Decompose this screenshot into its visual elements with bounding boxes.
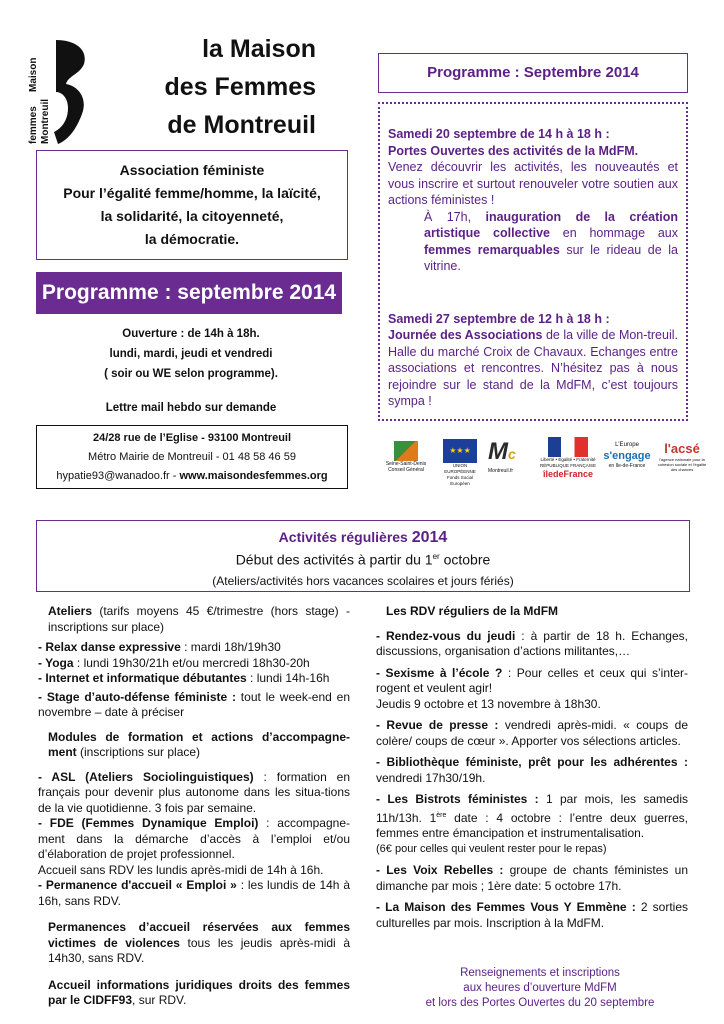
rdv-jeudi — [376, 629, 688, 660]
juridique-accueil — [38, 978, 350, 1009]
footer-line-2: aux heures d’ouverture MdFM — [463, 982, 617, 994]
atelier-item-2-text: : lundi 19h30/21h et/ou mercredi 18h30-20h — [73, 655, 310, 670]
programme-banner: Programme : septembre 2014 — [36, 272, 342, 314]
modules-intro — [38, 730, 350, 761]
biblio-text: vendredi 17h30/19h. — [376, 770, 486, 785]
ateliers-intro — [38, 604, 350, 635]
rf-label: Liberté • Égalité • Fraternité — [540, 457, 596, 462]
event-1-title: Portes Ouvertes des activités de la MdFM. — [388, 143, 639, 158]
atelier-item-4-text: tout le week-end en novembre – date à préciser — [38, 689, 350, 719]
association-line-4: la démocratie. — [144, 231, 240, 247]
partner-logos — [380, 437, 710, 493]
sexisme-ecole — [376, 666, 688, 697]
asl-text: : formation en français pour devenir plus autonome dans les situa-tions de la vie quotidienne. 3 fois par semaine. — [38, 769, 350, 815]
logo-text-montreuil: Montreuil — [40, 99, 51, 144]
title-line-3: de Montreuil — [167, 111, 316, 139]
eu-flag-icon: ★★★ — [443, 439, 477, 463]
title-line-2: des Femmes — [164, 73, 316, 101]
contact-separator: - — [169, 470, 180, 482]
event-1-date: Samedi 20 septembre de 14 h à 18 h : — [388, 127, 610, 141]
acse-logo — [656, 441, 708, 489]
atelier-item-1-text: : mardi 18h/19h30 — [180, 640, 281, 654]
sexisme-dates: Jeudis 9 octobre et 13 novembre à 18h30. — [376, 696, 601, 711]
activities-note: (Ateliers/activités hors vacances scolaires et jours fériés) — [212, 573, 514, 588]
ateliers-text: (tarifs moyens 45 €/trimestre (hors stage) - inscriptions sur place) — [48, 604, 350, 634]
hours-line-2: lundi, mardi, jeudi et vendredi — [109, 348, 273, 360]
association-box — [36, 150, 348, 260]
voix-rebelles — [376, 863, 688, 894]
violence-text: tous les jeudis après-midi à 14h30, sans RDV. — [48, 935, 350, 965]
atelier-item-1 — [38, 640, 350, 656]
email-link[interactable]: hypatie93@wanadoo.fr — [56, 470, 170, 482]
acse-label: l'acsé — [664, 441, 700, 456]
revue-text: vendredi après-midi. « coups de colère/ coups de cœur ». Apporter vos sélections articles. — [376, 718, 689, 748]
idf-label: îledeFrance — [542, 469, 594, 479]
event-2-date: Samedi 27 septembre de 12 h à 18 h : — [388, 311, 610, 326]
bistrots-label: - Les Bistrots féministes : — [376, 792, 539, 806]
events-box — [378, 102, 688, 421]
logo-text-maison: Maison — [28, 57, 39, 92]
event-2 — [380, 311, 686, 410]
bistrots-sup: ère — [436, 811, 447, 819]
association-line-3: la solidarité, la citoyenneté, — [100, 208, 284, 224]
association-line-2: Pour l’égalité femme/homme, la laïcité, — [63, 185, 321, 201]
juri-label: Accueil informations juridiques droits des femmes par le CIDFF93 — [48, 977, 350, 1007]
biblio-label: - Bibliothèque féministe, prêt pour les adhérentes : — [376, 755, 688, 769]
rdv-heading: Les RDV réguliers de la MdFM — [386, 604, 559, 618]
event-1-inauguration — [388, 209, 678, 275]
seine-saint-denis-logo — [380, 441, 432, 489]
bistrots-text-a: 1 par mois, les samedis 11h/13h. 1 — [376, 792, 689, 825]
ateliers-label: Ateliers — [48, 604, 93, 618]
revue-label: - Revue de presse : — [376, 718, 499, 732]
asl-label: - ASL (Ateliers Sociolinguistiques) — [38, 769, 254, 784]
association-line-1: Association féministe — [119, 162, 265, 178]
acse-sublabel: l'agence nationale pour la cohésion sociale et l'égalité des chances — [657, 457, 707, 472]
activities-title — [37, 528, 689, 547]
permanence-emploi — [38, 878, 350, 909]
voix-label: - Les Voix Rebelles : — [376, 863, 504, 877]
hours-line-3: ( soir ou WE selon programme). — [104, 368, 278, 380]
bistrots-text-b: date : 4 octobre : l’entre deux guerres, femmes entre émancipation et instrumentalisation. — [376, 810, 688, 840]
en-idf-label: en Ile-de-France — [608, 463, 646, 469]
atelier-item-3 — [38, 671, 350, 687]
event-1-body: Venez découvrir les activités, les nouveautés et vous inscrire et surtout renouveler votre soutien aux actions féministes ! — [388, 160, 678, 207]
eu-label: UNION EUROPÉENNE — [444, 463, 476, 474]
rdv-jeudi-text: : à partir de 18 h. Echanges, discussions, organisation d’actions militantes,… — [376, 628, 688, 658]
activities-start-sup: er — [432, 552, 440, 561]
modules-label: Modules de formation et actions d’accompagne-ment — [48, 729, 350, 759]
street-address: 24/28 rue de l’Eglise - 93100 Montreuil — [92, 432, 292, 444]
republique-idf-logo — [538, 437, 598, 491]
contact-line — [37, 467, 347, 486]
atelier-item-4 — [38, 690, 350, 721]
website-link[interactable]: www.maisondesfemmes.org — [179, 470, 328, 482]
bistrots — [376, 792, 688, 842]
event-1-time: À 17h, — [424, 209, 472, 224]
montreuil-logo — [488, 439, 532, 489]
footer-line-1: Renseignements et inscriptions — [460, 967, 620, 979]
fde-extra: Accueil sans RDV les lundis après-midi de 14h à 16h. — [38, 862, 324, 877]
revue-presse — [376, 718, 688, 749]
event-2-title: Journée des Associations — [388, 328, 543, 342]
event-2-text — [388, 327, 678, 410]
title-line-1: la Maison — [202, 35, 316, 63]
emmene-text: 2 sorties culturelles par mois. Inscription à la MdFM. — [376, 900, 688, 930]
french-flag-icon — [548, 437, 588, 457]
hours-line-1: Ouverture : de 14h à 18h. — [122, 328, 260, 340]
atelier-item-1-label: - Relax danse expressive — [38, 640, 181, 654]
modules-text: (inscriptions sur place) — [76, 745, 201, 759]
atelier-item-3-text: : lundi 14h-16h — [246, 671, 330, 685]
voix-text: groupe de chants féministes un dimanche par mois ; 1ère date: 5 octobre 17h. — [376, 863, 688, 893]
maison-emmene — [376, 900, 688, 931]
atelier-item-2-label: - Yoga — [38, 655, 74, 670]
violence-permanence — [38, 920, 350, 967]
activities-start — [37, 547, 689, 570]
event-2-body: de la ville de Mon-treuil. Halle du marché Croix de Chavaux. Echanges entre associations et rencontres. N’hésitez pas à nous rejoindre sur le stand de la MdFM, c’est toujours sympa ! — [388, 328, 678, 408]
montreuil-m-icon: Mc — [488, 438, 516, 465]
montreuil-label: Montreuil.fr — [488, 468, 514, 474]
left-column — [38, 604, 350, 1009]
bistrots-price: (6€ pour celles qui veulent rester pour le repas) — [376, 842, 607, 855]
sexisme-text: : Pour celles et ceux qui s’inter-rogent et veulent agir! — [376, 665, 688, 695]
event-1-femmes: femmes remarquables — [424, 242, 560, 257]
fde-label: - FDE (Femmes Dynamique Emploi) — [38, 816, 259, 830]
activities-title-year: 2014 — [411, 529, 448, 546]
eu-sublabel: Fonds Social Européen — [446, 475, 473, 486]
right-column — [376, 604, 688, 931]
asl-item — [38, 770, 350, 817]
eu-logo — [438, 439, 482, 489]
atelier-item-4-label: - Stage d’auto-défense féministe : — [38, 689, 236, 704]
page-title — [150, 30, 316, 144]
perm-text: : les lundis de 14h à 16h, sans RDV. — [38, 878, 351, 908]
mdfm-logo — [18, 36, 94, 148]
event-1-end: sur le rideau de la vitrine. — [424, 242, 678, 273]
fde-item — [38, 816, 350, 863]
atelier-item-3-label: - Internet et informatique débutantes — [38, 671, 247, 685]
event-1-inaug: inauguration de la création artistique collective — [424, 209, 679, 240]
atelier-item-2 — [38, 656, 350, 672]
logo-text-femmes: femmes — [28, 106, 39, 144]
activities-start-a: Début des activités à partir du 1 — [235, 551, 433, 568]
metro-phone: Métro Mairie de Montreuil - 01 48 58 46 59 — [88, 451, 296, 463]
bibliotheque — [376, 755, 688, 786]
activities-title-prefix: Activités régulières — [278, 529, 408, 545]
sexisme-label: - Sexisme à l’école ? — [376, 665, 503, 680]
violence-label: Permanences d’accueil réservées aux femmes victimes de violences — [48, 920, 350, 950]
newsletter-note: Lettre mail hebdo sur demande — [105, 402, 277, 414]
activities-start-b: octobre — [439, 551, 491, 568]
address-box — [36, 425, 348, 489]
juri-text: , sur RDV. — [132, 993, 187, 1007]
opening-hours — [36, 324, 346, 418]
perm-label: - Permanence d'accueil « Emploi » — [38, 878, 237, 892]
footer-info — [390, 966, 690, 1011]
engage-label: s'engage — [603, 450, 651, 462]
europe-engage-logo — [602, 441, 652, 489]
emmene-label: - La Maison des Femmes Vous Y Emmène : — [376, 900, 636, 914]
seine-icon — [394, 441, 418, 461]
seine-label: Seine-Saint-Denis Conseil Général — [385, 461, 427, 473]
activities-box — [36, 520, 690, 592]
fde-text: : accompagne-ment dans la démarche d’accès à l’emploi et/ou d’élaboration de projet professionnel. — [38, 816, 350, 861]
rdv-jeudi-label: - Rendez-vous du jeudi — [376, 628, 516, 643]
footer-line-3: et lors des Portes Ouvertes du 20 septembre — [425, 997, 655, 1009]
programme-heading: Programme : Septembre 2014 — [378, 53, 688, 93]
event-1-mid: en hommage aux — [562, 226, 678, 240]
rf-sublabel: RÉPUBLIQUE FRANÇAISE — [539, 462, 596, 468]
event-1 — [380, 126, 686, 275]
europe-label: L'Europe — [615, 442, 639, 448]
